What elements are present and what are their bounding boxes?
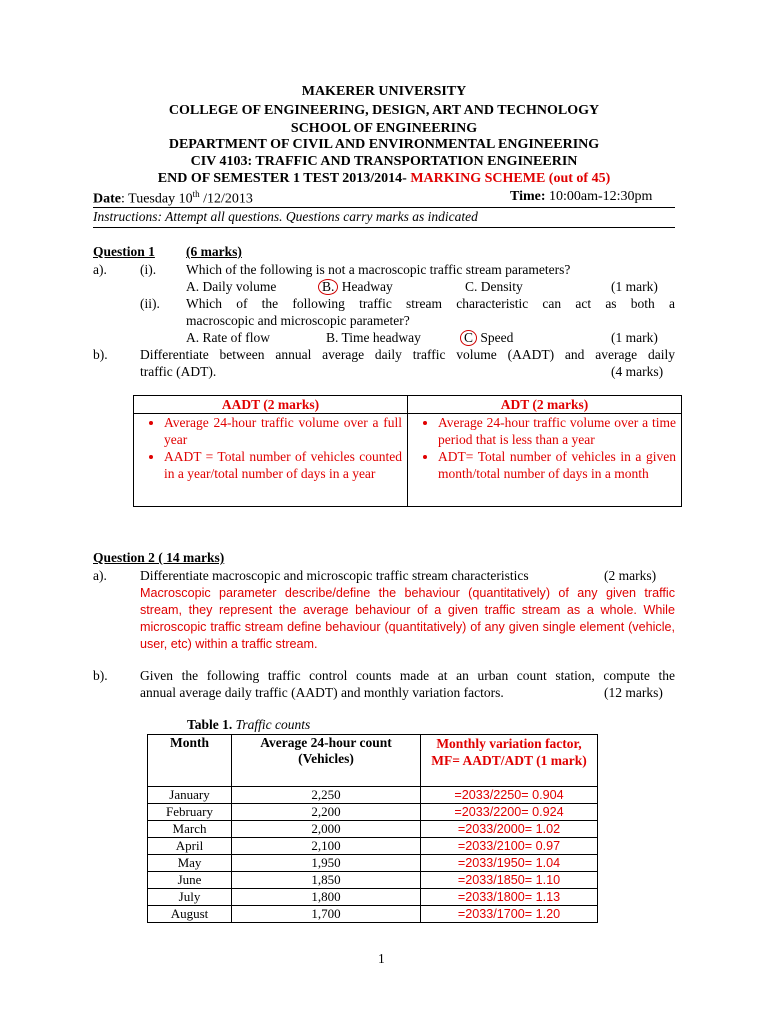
q1-ii-option-c-text: Speed xyxy=(477,330,514,345)
table-caption-label: Table 1. xyxy=(187,717,233,732)
question-1-title: Question 1 xyxy=(93,244,155,259)
factor-cell: =2033/1950= 1.04 xyxy=(421,855,598,872)
test-title-text: END OF SEMESTER 1 TEST 2013/2014- xyxy=(157,171,407,186)
table-row xyxy=(148,821,598,838)
q1-b-label: b). xyxy=(93,347,108,362)
table-row xyxy=(148,906,598,923)
question-1-marks: (6 marks) xyxy=(186,244,242,259)
q2-a-mark: (2 marks) xyxy=(604,568,657,583)
count-cell: 2,250 xyxy=(232,787,421,804)
month-cell: March xyxy=(148,821,232,838)
month-cell: May xyxy=(148,855,232,872)
table-row xyxy=(148,855,598,872)
aadt-bullet-1: • Average 24-hour traffic volume over a full year xyxy=(164,414,402,448)
q1-i-text: Which of the following is not a macroscopic traffic stream parameters? xyxy=(186,262,571,277)
time-label: Time: xyxy=(510,189,546,204)
month-cell: July xyxy=(148,889,232,906)
factor-cell: =2033/2000= 1.02 xyxy=(421,821,598,838)
adt-cell xyxy=(408,414,682,507)
q1-ii-label: (ii). xyxy=(140,296,160,311)
school-name: SCHOOL OF ENGINEERING xyxy=(290,121,478,136)
divider-top xyxy=(93,207,675,208)
table-row xyxy=(148,889,598,906)
department-name: DEPARTMENT OF CIVIL AND ENVIRONMENTAL ENGINEERING xyxy=(168,137,600,152)
table-row xyxy=(148,872,598,889)
month-cell: January xyxy=(148,787,232,804)
q1-i-option-b-text: Headway xyxy=(338,279,393,294)
table-row xyxy=(148,787,598,804)
time-value: 10:00am-12:30pm xyxy=(545,189,653,204)
q1-ii-text-2: macroscopic and microscopic parameter? xyxy=(186,313,410,328)
q2-a-answer: Macroscopic parameter describe/define the behaviour (quantitatively) of any given traffic stream, they represent the average behaviour of a given traffic stream as a whole. While microscopic traffic stream define behaviour (quantitatively) of any given single element (vehicle, user, etc) within a traffic stream. xyxy=(140,586,675,651)
question-1-heading xyxy=(93,244,242,260)
month-cell: February xyxy=(148,804,232,821)
q2-a-text: Differentiate macroscopic and microscopic traffic stream characteristics xyxy=(140,568,529,583)
q1-i-label: (i). xyxy=(140,262,157,277)
marking-scheme-label: MARKING SCHEME (out of 45) xyxy=(406,171,611,186)
adt-bullet-1: • Average 24-hour traffic volume over a time period that is less than a year xyxy=(438,414,676,448)
q2-b-text-1: Given the following traffic control counts made at an urban count station, compute the xyxy=(140,668,675,683)
table-row xyxy=(148,838,598,855)
date-line xyxy=(93,189,253,208)
count-cell: 2,000 xyxy=(232,821,421,838)
col-header-month: Month xyxy=(148,735,232,787)
answer-circle-c: C xyxy=(460,330,477,346)
month-cell: August xyxy=(148,906,232,923)
factor-cell: =2033/2200= 0.924 xyxy=(421,804,598,821)
factor-cell: =2033/1800= 1.13 xyxy=(421,889,598,906)
test-title xyxy=(0,171,768,187)
q1-ii-mark: (1 mark) xyxy=(611,330,658,345)
date-pre: : Tuesday 10 xyxy=(121,191,193,207)
factor-cell: =2033/2250= 0.904 xyxy=(421,787,598,804)
factor-cell: =2033/2100= 0.97 xyxy=(421,838,598,855)
q1-i-option-b xyxy=(318,279,393,295)
traffic-counts-table xyxy=(147,734,598,923)
aadt-bullet-2: • AADT = Total number of vehicles counted in a year/total number of days in a year xyxy=(164,448,402,482)
count-cell: 2,200 xyxy=(232,804,421,821)
date-label: Date xyxy=(93,191,121,207)
adt-bullet-2: • ADT= Total number of vehicles in a given month/total number of days in a month xyxy=(438,448,676,482)
q1-i-option-c: C. Density xyxy=(465,279,523,294)
q1-b-mark: (4 marks) xyxy=(611,364,664,379)
university-name: MAKERER UNIVERSITY xyxy=(301,84,467,99)
col-header-factor: Monthly variation factor, MF= AADT/ADT (1 mark) xyxy=(421,735,598,787)
q2-b-label: b). xyxy=(93,668,108,683)
count-cell: 2,100 xyxy=(232,838,421,855)
date-post: /12/2013 xyxy=(199,191,253,207)
course-title: CIV 4103: TRAFFIC AND TRANSPORTATION ENGINEERIN xyxy=(190,154,578,169)
count-cell: 1,700 xyxy=(232,906,421,923)
table-caption xyxy=(187,717,310,733)
count-cell: 1,850 xyxy=(232,872,421,889)
col-header-count: Average 24-hour count (Vehicles) xyxy=(232,735,421,787)
q1-ii-option-c xyxy=(460,330,513,346)
q2-b-text-2: annual average daily traffic (AADT) and monthly variation factors. xyxy=(140,685,504,700)
q1-b-text-2: traffic (ADT). xyxy=(140,364,217,379)
q1-ii-option-a: A. Rate of flow xyxy=(186,330,270,345)
instructions: Instructions: Attempt all questions. Questions carry marks as indicated xyxy=(93,209,478,224)
q1-i-mark: (1 mark) xyxy=(611,279,658,294)
table-row xyxy=(148,804,598,821)
month-cell: April xyxy=(148,838,232,855)
q2-b-mark: (12 marks) xyxy=(604,685,663,700)
q1-i-option-a: A. Daily volume xyxy=(186,279,277,294)
divider-bottom xyxy=(93,227,675,228)
q1-b-text-1: Differentiate between annual average daily traffic volume (AADT) and average daily xyxy=(140,347,675,362)
question-2-title: Question 2 ( 14 marks) xyxy=(93,550,225,565)
count-cell: 1,950 xyxy=(232,855,421,872)
table-caption-text: Traffic counts xyxy=(232,717,311,732)
date-sup: th xyxy=(192,189,200,199)
time-line xyxy=(510,189,652,205)
q1-a-label: a). xyxy=(93,262,107,277)
aadt-header: AADT (2 marks) xyxy=(134,396,408,414)
factor-cell: =2033/1700= 1.20 xyxy=(421,906,598,923)
factor-cell: =2033/1850= 1.10 xyxy=(421,872,598,889)
month-cell: June xyxy=(148,872,232,889)
q2-a-label: a). xyxy=(93,568,107,583)
aadt-cell xyxy=(134,414,408,507)
college-name: COLLEGE OF ENGINEERING, DESIGN, ART AND TECHNOLOGY xyxy=(168,103,600,118)
answer-circle-b: B. xyxy=(318,279,338,295)
aadt-adt-table xyxy=(133,395,682,507)
count-cell: 1,800 xyxy=(232,889,421,906)
adt-header: ADT (2 marks) xyxy=(408,396,682,414)
q1-ii-text-1: Which of the following traffic stream characteristic can act as both a xyxy=(186,296,675,311)
q1-ii-option-b: B. Time headway xyxy=(326,330,421,345)
page-number: 1 xyxy=(378,951,385,966)
